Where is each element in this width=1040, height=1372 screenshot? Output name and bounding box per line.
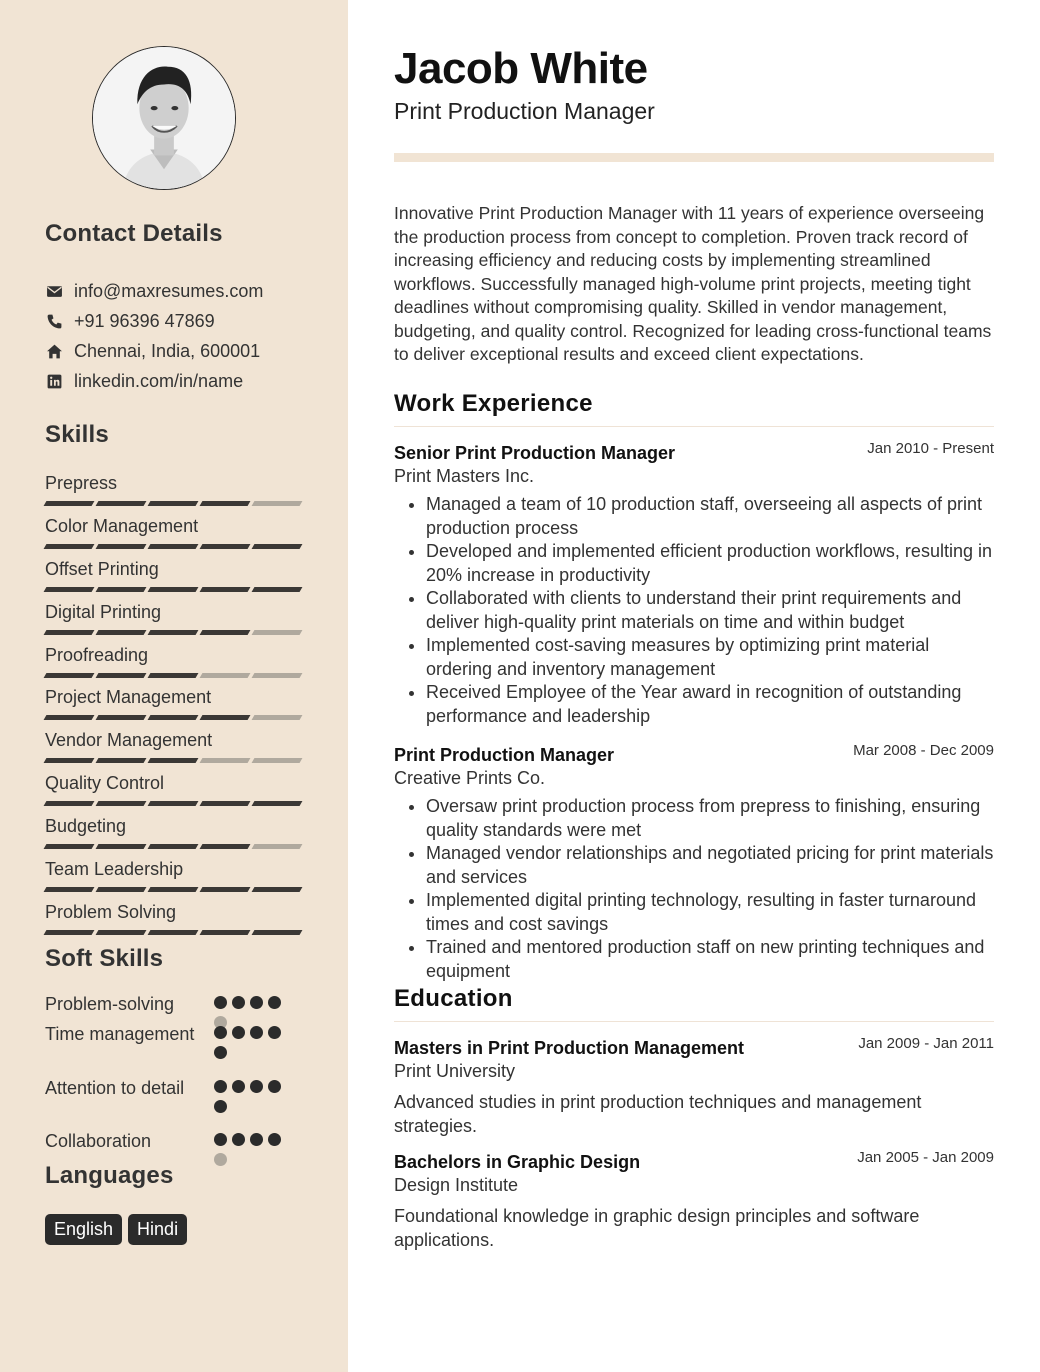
level-dot [250, 1133, 263, 1146]
work-entry-bullets [394, 493, 994, 728]
bullet-item: • Developed and implemented efficient production workflows, resulting in 20% increase in productivity [426, 540, 994, 587]
bullet-item: • Received Employee of the Year award in recognition of outstanding performance and leadership [426, 681, 994, 728]
skill-level-segment [252, 673, 303, 678]
skill-level-segment [148, 501, 199, 506]
contact-phone-text: +91 96396 47869 [74, 310, 215, 331]
profile-photo [92, 46, 236, 190]
education-divider [394, 1021, 994, 1022]
skill-level-bar [45, 501, 301, 506]
level-dot [232, 1133, 245, 1146]
phone-icon [45, 312, 63, 330]
skill-label: Offset Printing [45, 558, 159, 579]
skill-item [45, 813, 305, 856]
contact-list [45, 276, 335, 396]
skill-level-segment [200, 501, 251, 506]
soft-skill-item [45, 1129, 305, 1159]
soft-skill-level-dots [214, 1026, 286, 1059]
skill-level-segment [200, 673, 251, 678]
skill-level-segment [200, 715, 251, 720]
soft-skills-list [45, 992, 305, 1159]
skill-level-segment [252, 844, 303, 849]
contact-linkedin[interactable] [45, 366, 335, 396]
work-entry-date: Jan 2010 - Present [867, 440, 994, 457]
skill-level-bar [45, 587, 301, 592]
job-title: Print Production Manager [394, 98, 655, 124]
skill-level-segment [44, 544, 95, 549]
skill-level-segment [44, 801, 95, 806]
skill-level-bar [45, 673, 301, 678]
languages-list [45, 1214, 187, 1245]
soft-skill-item [45, 992, 305, 1022]
skill-level-segment [96, 930, 147, 935]
skill-level-segment [96, 887, 147, 892]
skill-level-segment [148, 930, 199, 935]
education-entry-description: Advanced studies in print production techniques and management strategies. [394, 1092, 922, 1136]
contact-address [45, 336, 335, 366]
skill-level-segment [200, 587, 251, 592]
skill-item [45, 770, 305, 813]
skill-label: Problem Solving [45, 901, 177, 922]
level-dot [268, 996, 281, 1009]
skill-label: Color Management [45, 515, 199, 536]
bullet-item: • Managed a team of 10 production staff, overseeing all aspects of print production process [426, 493, 994, 540]
work-entry-date: Mar 2008 - Dec 2009 [853, 742, 994, 759]
work-entry-company: Creative Prints Co. [394, 768, 546, 788]
education-entry-title: Masters in Print Production Management [394, 1038, 745, 1058]
skill-level-segment [200, 801, 251, 806]
skill-level-bar [45, 801, 301, 806]
skill-level-bar [45, 758, 301, 763]
bullet-item: • Collaborated with clients to understand their print requirements and deliver high-quality print materials on time and within budget [426, 587, 994, 634]
level-dot [214, 1080, 227, 1093]
skill-level-segment [148, 630, 199, 635]
skill-item [45, 642, 305, 685]
skill-level-segment [44, 587, 95, 592]
level-dot [232, 996, 245, 1009]
skills-heading: Skills [45, 421, 109, 448]
skill-level-segment [148, 544, 199, 549]
language-badge: Hindi [128, 1214, 187, 1245]
soft-skill-label: Attention to detail [45, 1078, 185, 1098]
skill-level-segment [200, 544, 251, 549]
skill-level-segment [44, 630, 95, 635]
skill-level-segment [148, 801, 199, 806]
level-dot [250, 996, 263, 1009]
linkedin-icon [45, 372, 63, 390]
skill-level-bar [45, 715, 301, 720]
skill-level-segment [252, 801, 303, 806]
skill-item [45, 899, 305, 942]
skill-label: Proofreading [45, 644, 149, 665]
soft-skill-item [45, 1076, 305, 1129]
education-entry-school: Design Institute [394, 1175, 519, 1195]
skill-level-bar [45, 630, 301, 635]
envelope-icon [45, 282, 63, 300]
level-dot [268, 1080, 281, 1093]
bullet-item: • Implemented cost-saving measures by optimizing print material ordering and inventory management [426, 634, 994, 681]
home-icon [45, 342, 63, 360]
work-entry-title: Print Production Manager [394, 745, 615, 765]
skill-level-segment [96, 587, 147, 592]
skill-level-segment [96, 715, 147, 720]
skill-level-bar [45, 544, 301, 549]
contact-linkedin-text: linkedin.com/in/name [74, 370, 244, 391]
skill-label: Digital Printing [45, 601, 162, 622]
skill-level-segment [96, 758, 147, 763]
soft-skills-heading: Soft Skills [45, 945, 164, 972]
level-dot [214, 1026, 227, 1039]
header-divider [394, 153, 994, 162]
education-heading: Education [394, 985, 513, 1012]
skill-level-segment [148, 673, 199, 678]
skill-level-segment [44, 887, 95, 892]
skill-level-segment [252, 501, 303, 506]
education-entry-date: Jan 2005 - Jan 2009 [857, 1149, 994, 1166]
level-dot [214, 1046, 227, 1059]
soft-skill-level-dots [214, 1080, 286, 1113]
skill-level-segment [148, 587, 199, 592]
skill-item [45, 470, 305, 513]
skill-level-segment [44, 715, 95, 720]
skill-item [45, 727, 305, 770]
skill-level-segment [44, 844, 95, 849]
skill-level-segment [252, 930, 303, 935]
work-entry-title: Senior Print Production Manager [394, 443, 676, 463]
skill-level-segment [200, 844, 251, 849]
skill-level-segment [200, 630, 251, 635]
skill-level-segment [44, 501, 95, 506]
skill-label: Quality Control [45, 773, 165, 794]
work-entry-bullets [394, 795, 994, 983]
education-entry [394, 1151, 994, 1252]
skill-level-segment [44, 673, 95, 678]
skill-level-segment [96, 801, 147, 806]
skill-level-segment [252, 544, 303, 549]
person-portrait-icon [93, 47, 235, 189]
skill-level-segment [96, 501, 147, 506]
soft-skill-label: Problem-solving [45, 994, 175, 1014]
level-dot [214, 996, 227, 1009]
skill-label: Budgeting [45, 816, 127, 837]
skill-item [45, 684, 305, 727]
contact-email-text: info@maxresumes.com [74, 280, 264, 301]
work-divider [394, 426, 994, 427]
skill-item [45, 513, 305, 556]
summary: Innovative Print Production Manager with 11 years of experience overseeing the production process from concept to completion. Proven track record of increasing efficiency and reducing costs by implementing streamlined workflows. Successfully managed high-volume print projects, meeting tight deadlines without compromising quality. Skilled in vendor management, budgeting, and quality control. Recognized for leading cross-functional teams to deliver exceptional results and exceed client expectations. [394, 203, 992, 364]
education-entry-description: Foundational knowledge in graphic design principles and software applications. [394, 1206, 920, 1250]
level-dot [268, 1026, 281, 1039]
candidate-name: Jacob White [394, 44, 648, 93]
skill-level-segment [200, 930, 251, 935]
language-badge: English [45, 1214, 122, 1245]
contact-email[interactable] [45, 276, 335, 306]
education-entry-title: Bachelors in Graphic Design [394, 1152, 641, 1172]
skill-label: Team Leadership [45, 859, 184, 880]
bullet-item: • Implemented digital printing technology, resulting in faster turnaround times and cost savings [426, 889, 994, 936]
level-dot [214, 1153, 227, 1166]
work-entry-company: Print Masters Inc. [394, 466, 535, 486]
skill-level-segment [252, 758, 303, 763]
skill-item [45, 856, 305, 899]
skill-level-segment [96, 630, 147, 635]
skill-level-segment [200, 758, 251, 763]
skill-item [45, 599, 305, 642]
bullet-item: • Trained and mentored production staff on new printing techniques and equipment [426, 936, 994, 983]
skill-level-segment [200, 887, 251, 892]
level-dot [250, 1026, 263, 1039]
skill-label: Vendor Management [45, 730, 213, 751]
skill-level-bar [45, 844, 301, 849]
skill-level-segment [252, 630, 303, 635]
level-dot [250, 1080, 263, 1093]
bullet-item: • Oversaw print production process from prepress to finishing, ensuring quality standards were met [426, 795, 994, 842]
skill-label: Prepress [45, 473, 118, 493]
skills-list [45, 470, 305, 942]
soft-skill-level-dots [214, 1133, 286, 1166]
level-dot [214, 1100, 227, 1113]
work-entry [394, 744, 994, 983]
skill-level-bar [45, 930, 301, 935]
soft-skill-item [45, 1022, 305, 1076]
work-entry [394, 442, 994, 728]
sidebar [0, 0, 348, 1372]
soft-skill-label: Time management [45, 1024, 195, 1044]
skill-label: Project Management [45, 687, 212, 708]
skill-level-segment [96, 673, 147, 678]
skill-level-segment [44, 930, 95, 935]
education-entry-date: Jan 2009 - Jan 2011 [858, 1035, 994, 1052]
skill-level-segment [252, 587, 303, 592]
contact-address-text: Chennai, India, 600001 [74, 340, 261, 361]
level-dot [232, 1080, 245, 1093]
level-dot [268, 1133, 281, 1146]
education-entry-school: Print University [394, 1061, 516, 1081]
skill-level-segment [44, 758, 95, 763]
skill-level-segment [148, 758, 199, 763]
languages-heading: Languages [45, 1162, 174, 1189]
contact-heading: Contact Details [45, 220, 223, 247]
level-dot [232, 1026, 245, 1039]
work-heading: Work Experience [394, 390, 593, 417]
education-entry [394, 1037, 994, 1138]
skill-level-segment [148, 715, 199, 720]
skill-level-segment [148, 844, 199, 849]
skill-level-segment [148, 887, 199, 892]
level-dot [214, 1133, 227, 1146]
skill-level-segment [96, 544, 147, 549]
bullet-item: • Managed vendor relationships and negotiated pricing for print materials and services [426, 842, 994, 889]
skill-level-bar [45, 887, 301, 892]
skill-item [45, 556, 305, 599]
contact-phone[interactable] [45, 306, 335, 336]
skill-level-segment [96, 844, 147, 849]
soft-skill-label: Collaboration [45, 1131, 152, 1151]
skill-level-segment [252, 715, 303, 720]
skill-level-segment [252, 887, 303, 892]
